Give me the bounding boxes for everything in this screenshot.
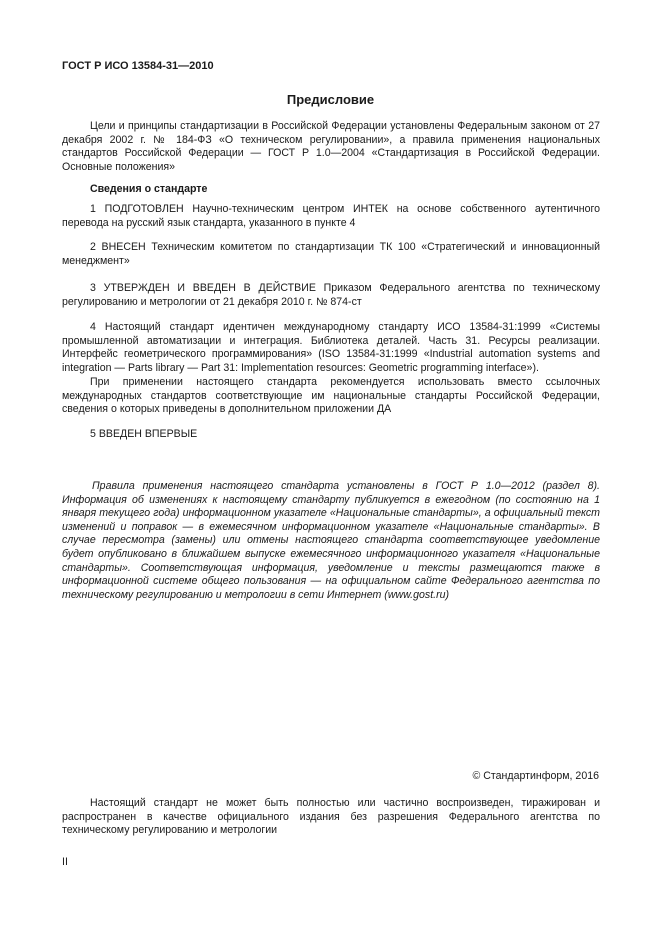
item-1: 1 ПОДГОТОВЛЕН Научно-техническим центром ИНТЕК на основе собственного аутентичного перевода на русский язык стандарта, указанного в пункте 4 (62, 203, 600, 229)
intro-paragraph: Цели и принципы стандартизации в Российской Федерации установлены Федеральным законом от 27 декабря 2002 г. № 184-ФЗ «О техническом регулировании», а правила применения национальных стандартов Российской Федерации — ГОСТ Р 1.0—2004 «Стандартизация в Российской Федерации. Основные положения» (62, 120, 600, 173)
document-header: ГОСТ Р ИСО 13584-31—2010 (62, 60, 214, 72)
page-number: II (62, 856, 68, 868)
item-3: 3 УТВЕРЖДЕН И ВВЕДЕН В ДЕЙСТВИЕ Приказом Федерального агентства по техническому регулированию и метрологии от 21 декабря 2010 г. № 874-ст (62, 282, 600, 308)
reproduction-notice: Настоящий стандарт не может быть полностью или частично воспроизведен, тиражирован и распространен в качестве официального издания без разрешения Федерального агентства по техническому регулированию и метрологии (62, 797, 600, 837)
item-5: 5 ВВЕДЕН ВПЕРВЫЕ (90, 428, 198, 440)
item-4: 4 Настоящий стандарт идентичен международному стандарту ИСО 13584-31:1999 «Системы промышленной автоматизации и интеграция. Библиотека деталей. Часть 31. Ресурсы реализации. Интерфейс геометрического программирования» (ISO 13584-31:1999 «Industrial automation systems and integration — Parts library — Part 31: Implementation resources: Geometric programming interface»). (62, 321, 600, 374)
page-title: Предисловие (286, 92, 375, 107)
item-4-note: При применении настоящего стандарта рекомендуется использовать вместо ссылочных международных стандартов соответствующие им национальные стандарты Российской Федерации, сведения о которых приведены в дополнительном приложении ДА (62, 376, 600, 416)
notice-paragraph: Правила применения настоящего стандарта установлены в ГОСТ Р 1.0—2012 (раздел 8). Информация об изменениях к настоящему стандарту публикуется в ежегодном (по состоянию на 1 января текущего года) информационном указателе «Национальные стандарты», а официальный текст изменений и поправок — в ежемесячном информационном указателе «Национальные стандарты». В случае пересмотра (замены) или отмены настоящего стандарта соответствующее уведомление будет опубликовано в ближайшем выпуске ежемесячного информационного указателя «Национальные стандарты». Соответствующая информация, уведомление и тексты размещаются также в информационной системе общего пользования — на официальном сайте Федерального агентства по техническому регулированию и метрологии в сети Интернет (www.gost.ru) (62, 480, 600, 601)
copyright: © Стандартинформ, 2016 (472, 770, 599, 782)
info-heading: Сведения о стандарте (90, 183, 208, 195)
item-2: 2 ВНЕСЕН Техническим комитетом по стандартизации ТК 100 «Стратегический и инновационный менеджмент» (62, 241, 600, 267)
